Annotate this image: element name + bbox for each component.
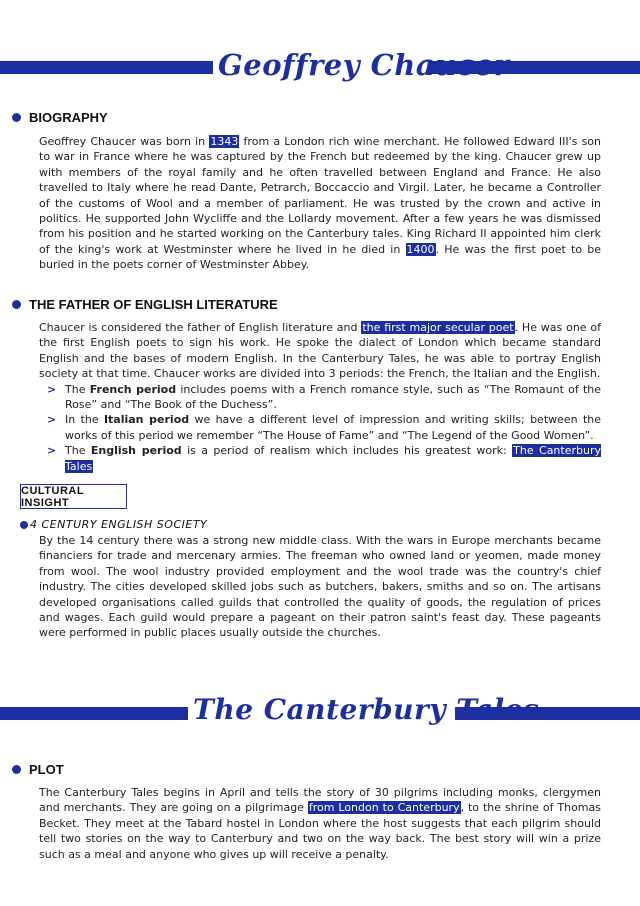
chevron-right-icon: > xyxy=(47,382,57,396)
biography-heading xyxy=(12,110,108,125)
title-bar-left xyxy=(0,61,213,74)
society-subheading xyxy=(20,518,207,531)
list-item: > The French period includes poems with a French romance style, such as “The Romaunt of the Rose” and “The Book of the Duchess”. xyxy=(47,382,601,412)
route-highlight: from London to Canterbury xyxy=(308,801,460,815)
father-heading xyxy=(12,297,278,312)
biography-paragraph: Geoffrey Chaucer was born in 1343 from a London rich wine merchant. He followed Edward III's son to war in France where he was captured by the French but redeemed by the king. Chaucer grew up with members of the royal family and he often travelled between England and France. He also travelled to Italy where he read Dante, Petrarch, Boccaccio and Virgil. Later, he became a Controller of the customs of Wool and a member of parliament. He was trusted by the crown and active in politics. He supported John Wycliffe and the Lollardy movement. After a few years he was dismissed from his position and he started working on the Canterbury tales. King Richard II appointed him clerk of the king's work at Westminster where he lived in he died in 1400. He was the first poet to be buried in the poets corner of Westminster Abbey. xyxy=(39,135,602,272)
bullet-icon xyxy=(20,521,28,529)
chevron-right-icon: > xyxy=(47,413,57,427)
periods-list xyxy=(39,382,601,474)
father-heading-text: THE FATHER OF ENGLISH LITERATURE xyxy=(29,297,278,312)
death-year: 1400 xyxy=(406,242,435,256)
birth-year: 1343 xyxy=(210,135,239,148)
cultural-insight-label: CULTURAL INSIGHT xyxy=(21,484,84,509)
biography-heading-text: BIOGRAPHY xyxy=(29,110,108,125)
secular-poet-highlight: the first major secular poet xyxy=(362,321,514,334)
plot-heading-text: PLOT xyxy=(29,762,64,777)
plot-paragraph: The Canterbury Tales begins in April and tells the story of 30 pilgrims including monks, clergymen and merchants. They are going on a pilgrimage from London to Canterbury, to the shrine of Thomas Becket. They meet at the Tabard hostel in London where the host suggests that each pilgrim should tell two stories on the way to Canterbury and two on the way back. The best story will win a prize such as a meal and anyone who gives up will receive a penalty. xyxy=(39,786,601,861)
bullet-icon xyxy=(12,113,21,122)
list-item: > The English period is a period of realism which includes his greatest work: The Canterbury Tales xyxy=(47,444,601,473)
chevron-right-icon: > xyxy=(47,444,57,458)
plot-heading xyxy=(12,762,64,777)
bullet-icon xyxy=(12,300,21,309)
page-title: Geoffrey Chaucer xyxy=(218,48,510,82)
bullet-icon xyxy=(12,765,21,774)
society-subheading-text: 4 CENTURY ENGLISH SOCIETY xyxy=(30,518,208,531)
tales-title: The Canterbury Tales xyxy=(193,693,540,726)
list-item: > In the Italian period we have a different level of impression and writing skills; between the works of this period we remember “The House of Fame” and “The Legend of the Good Women”. xyxy=(47,413,602,442)
tales-bar-left xyxy=(0,707,188,720)
canterbury-tales-highlight: The Canterbury Tales xyxy=(65,444,601,473)
society-paragraph: By the 14 century there was a strong new middle class. With the wars in Europe merchants became financiers for trade and mercenary armies. The freeman who owned land or yeomen, made money from wool. The wool industry provided employment and the wool trade was the country's chief industry. The cities developed skilled jobs such as butchers, bakers, smiths and so on. The artisans developed organisations called guilds that controlled the quality of goods, the regulation of prices and wages. Each guild would prepare a pageant on their patron saint's feast day. These pageants were performed in public places usually outside the churches. xyxy=(39,534,601,640)
cultural-insight-box xyxy=(20,484,127,509)
father-paragraph: Chaucer is considered the father of English literature and the first major secular poet. He was one of the first English poets to sign his work. He spoke the dialect of London which became standard English and the bases of modern English. In the Canterbury Tales, he was able to portray English society at that time. Chaucer works are divided into 3 periods: the French, the Italian and the English. > The French period includes poems with a French romance style, such as “The Romaunt of the Rose” and “The Book of the Duchess”. > In the Italian period we have a different level of impression and writing skills; between the works of this period we remember “The House of Fame” and “The Legend of the Good Women”. > The English period is a period of realism which includes his greatest work: The Canterbury Tales xyxy=(39,321,602,473)
